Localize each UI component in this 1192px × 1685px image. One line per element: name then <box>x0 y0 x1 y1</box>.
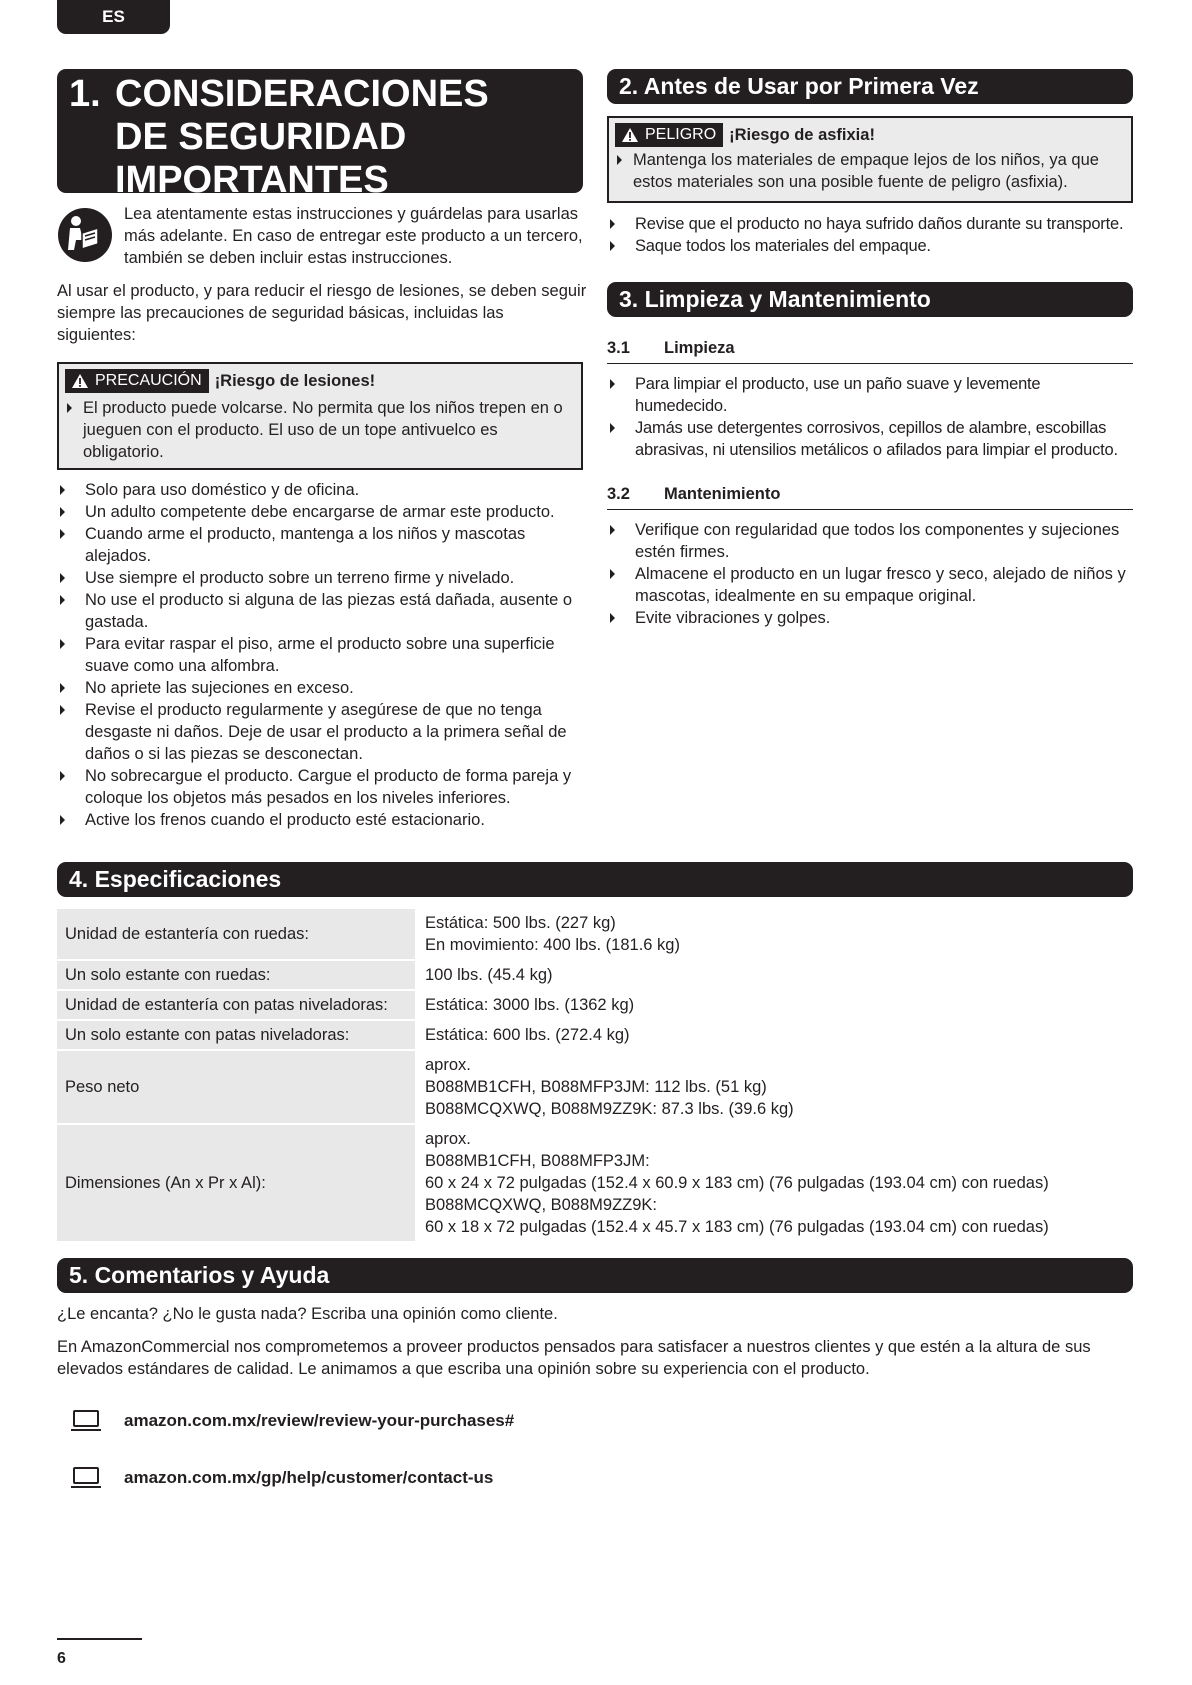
spec-label: Un solo estante con patas niveladoras: <box>57 1021 417 1049</box>
spec-label: Peso neto <box>57 1051 417 1123</box>
spec-value: 100 lbs. (45.4 kg) <box>425 966 553 984</box>
list-item: Saque todos los materiales del empaque. <box>607 235 1137 257</box>
read-manual-icon <box>57 207 113 263</box>
list-item: Jamás use detergentes corrosivos, cepillos de alambre, escobillas abrasivas, ni utensilios metálicos o afilados para limpiar el producto. <box>607 417 1137 461</box>
section-1-title-line: CONSIDERACIONES <box>115 73 489 115</box>
spec-label: Un solo estante con ruedas: <box>57 961 417 989</box>
caution-badge <box>65 369 209 393</box>
table-row <box>57 1051 1133 1123</box>
table-row <box>57 1021 1133 1049</box>
subsection-title: Mantenimiento <box>664 485 781 503</box>
caution-box <box>57 362 583 470</box>
danger-label: PELIGRO <box>645 126 717 143</box>
table-row <box>57 991 1133 1019</box>
subsection-maintenance <box>607 485 1133 510</box>
before-use-bullet-list <box>607 213 1137 257</box>
danger-text: Mantenga los materiales de empaque lejos de los niños, ya que estos materiales son una posible fuente de peligro (asfixia). <box>615 149 1123 193</box>
list-item: Revise que el producto no haya sufrido daños durante su transporte. <box>607 213 1137 235</box>
language-tab: ES <box>57 0 170 34</box>
table-row <box>57 909 1133 959</box>
intro-text: Lea atentamente estas instrucciones y guárdelas para usarlas más adelante. En caso de entregar este producto a un tercero, también se deben incluir estas instrucciones. <box>124 205 583 267</box>
danger-badge <box>615 123 723 147</box>
spec-value: Estática: 3000 lbs. (1362 kg) <box>425 996 635 1014</box>
list-item: Un adulto competente debe encargarse de armar este producto. <box>57 501 587 523</box>
feedback-paragraph: En AmazonCommercial nos comprometemos a proveer productos pensados para satisfacer a nuestros clientes y que estén a la altura de sus elevados estándares de calidad. Le animamos a que escriba una opinión sobre su experiencia con el producto. <box>57 1338 1091 1378</box>
spec-value: aprox. B088MB1CFH, B088MFP3JM: 112 lbs. (51 kg) B088MCQXWQ, B088M9ZZ9K: 87.3 lbs. (39.6 kg) <box>425 1056 794 1118</box>
spec-label: Dimensiones (An x Pr x Al): <box>57 1125 417 1241</box>
caution-title: ¡Riesgo de lesiones! <box>214 372 376 390</box>
subsection-title: Limpieza <box>664 339 735 357</box>
caution-text: El producto puede volcarse. No permita que los niños trepen en o jueguen con el producto. El uso de un tope antivuelco es obligatorio. <box>65 397 573 463</box>
section-3-title: 3. Limpieza y Mantenimiento <box>607 282 1133 317</box>
danger-title: ¡Riesgo de asfixia! <box>729 126 875 144</box>
section-1-title-line: DE SEGURIDAD <box>115 116 407 158</box>
section-1-number: 1. <box>69 73 101 115</box>
list-item: Use siempre el producto sobre un terreno firme y nivelado. <box>57 567 587 589</box>
warning-triangle-icon <box>71 373 89 389</box>
laptop-icon <box>70 1467 102 1489</box>
list-item: Para limpiar el producto, use un paño suave y levemente humedecido. <box>607 373 1137 417</box>
list-item: Para evitar raspar el piso, arme el producto sobre una superficie suave como una alfombra. <box>57 633 587 677</box>
section-1-title <box>57 69 583 201</box>
list-item: Revise el producto regularmente y asegúrese de que no tenga desgaste ni daños. Deje de usar el producto a la primera señal de daños o si las piezas se desconectan. <box>57 699 587 765</box>
spec-value: aprox. B088MB1CFH, B088MFP3JM: 60 x 24 x 72 pulgadas (152.4 x 60.9 x 183 cm) (76 pulgadas (193.04 cm) con ruedas) B088MCQXWQ, B088M9ZZ9K: 60 x 18 x 72 pulgadas (152.4 x 45.7 x 183 cm) (76 pulgadas (193.04 cm) con ruedas) <box>425 1130 1049 1236</box>
safety-bullet-list <box>57 479 587 831</box>
subsection-cleaning <box>607 339 1133 364</box>
spec-value: Estática: 500 lbs. (227 kg) En movimiento: 400 lbs. (181.6 kg) <box>425 914 680 954</box>
list-item: Verifique con regularidad que todos los componentes y sujeciones estén firmes. <box>607 519 1137 563</box>
list-item: Almacene el producto en un lugar fresco y seco, alejado de niños y mascotas, idealmente en su empaque original. <box>607 563 1137 607</box>
page-number: 6 <box>57 1650 66 1667</box>
review-link[interactable]: amazon.com.mx/review/review-your-purchases# <box>124 1411 515 1430</box>
spec-label: Unidad de estantería con ruedas: <box>57 909 417 959</box>
contact-link[interactable]: amazon.com.mx/gp/help/customer/contact-us <box>124 1468 494 1487</box>
maintenance-bullet-list <box>607 519 1137 629</box>
list-item: No sobrecargue el producto. Cargue el producto de forma pareja y coloque los objetos más pesados en los niveles inferiores. <box>57 765 587 809</box>
list-item: No use el producto si alguna de las piezas está dañada, ausente o gastada. <box>57 589 587 633</box>
spec-value: Estática: 600 lbs. (272.4 kg) <box>425 1026 630 1044</box>
list-item: Solo para uso doméstico y de oficina. <box>57 479 587 501</box>
section-1-title-line: IMPORTANTES <box>115 159 389 201</box>
feedback-question: ¿Le encanta? ¿No le gusta nada? Escriba una opinión como cliente. <box>57 1305 558 1323</box>
contact-link-row[interactable] <box>70 1467 493 1489</box>
spec-label: Unidad de estantería con patas niveladoras: <box>57 991 417 1019</box>
subsection-number: 3.1 <box>607 339 630 357</box>
table-row <box>57 1125 1133 1241</box>
section-5-title: 5. Comentarios y Ayuda <box>57 1258 1133 1293</box>
warning-triangle-icon <box>621 127 639 143</box>
list-item: Evite vibraciones y golpes. <box>607 607 1137 629</box>
danger-box <box>607 116 1133 203</box>
specifications-table <box>57 907 1133 1243</box>
list-item: Active los frenos cuando el producto esté estacionario. <box>57 809 587 831</box>
cleaning-bullet-list <box>607 373 1137 461</box>
safety-paragraph: Al usar el producto, y para reducir el riesgo de lesiones, se deben seguir siempre las precauciones de seguridad básicas, incluidas las siguientes: <box>57 282 587 344</box>
footer-rule <box>57 1638 142 1640</box>
section-4-title: 4. Especificaciones <box>57 862 1133 897</box>
subsection-number: 3.2 <box>607 485 630 503</box>
laptop-icon <box>70 1410 102 1432</box>
section-2-title: 2. Antes de Usar por Primera Vez <box>607 69 1133 104</box>
table-row <box>57 961 1133 989</box>
list-item: Cuando arme el producto, mantenga a los niños y mascotas alejados. <box>57 523 587 567</box>
review-link-row[interactable] <box>70 1410 514 1432</box>
list-item: No apriete las sujeciones en exceso. <box>57 677 587 699</box>
caution-label: PRECAUCIÓN <box>95 372 202 389</box>
